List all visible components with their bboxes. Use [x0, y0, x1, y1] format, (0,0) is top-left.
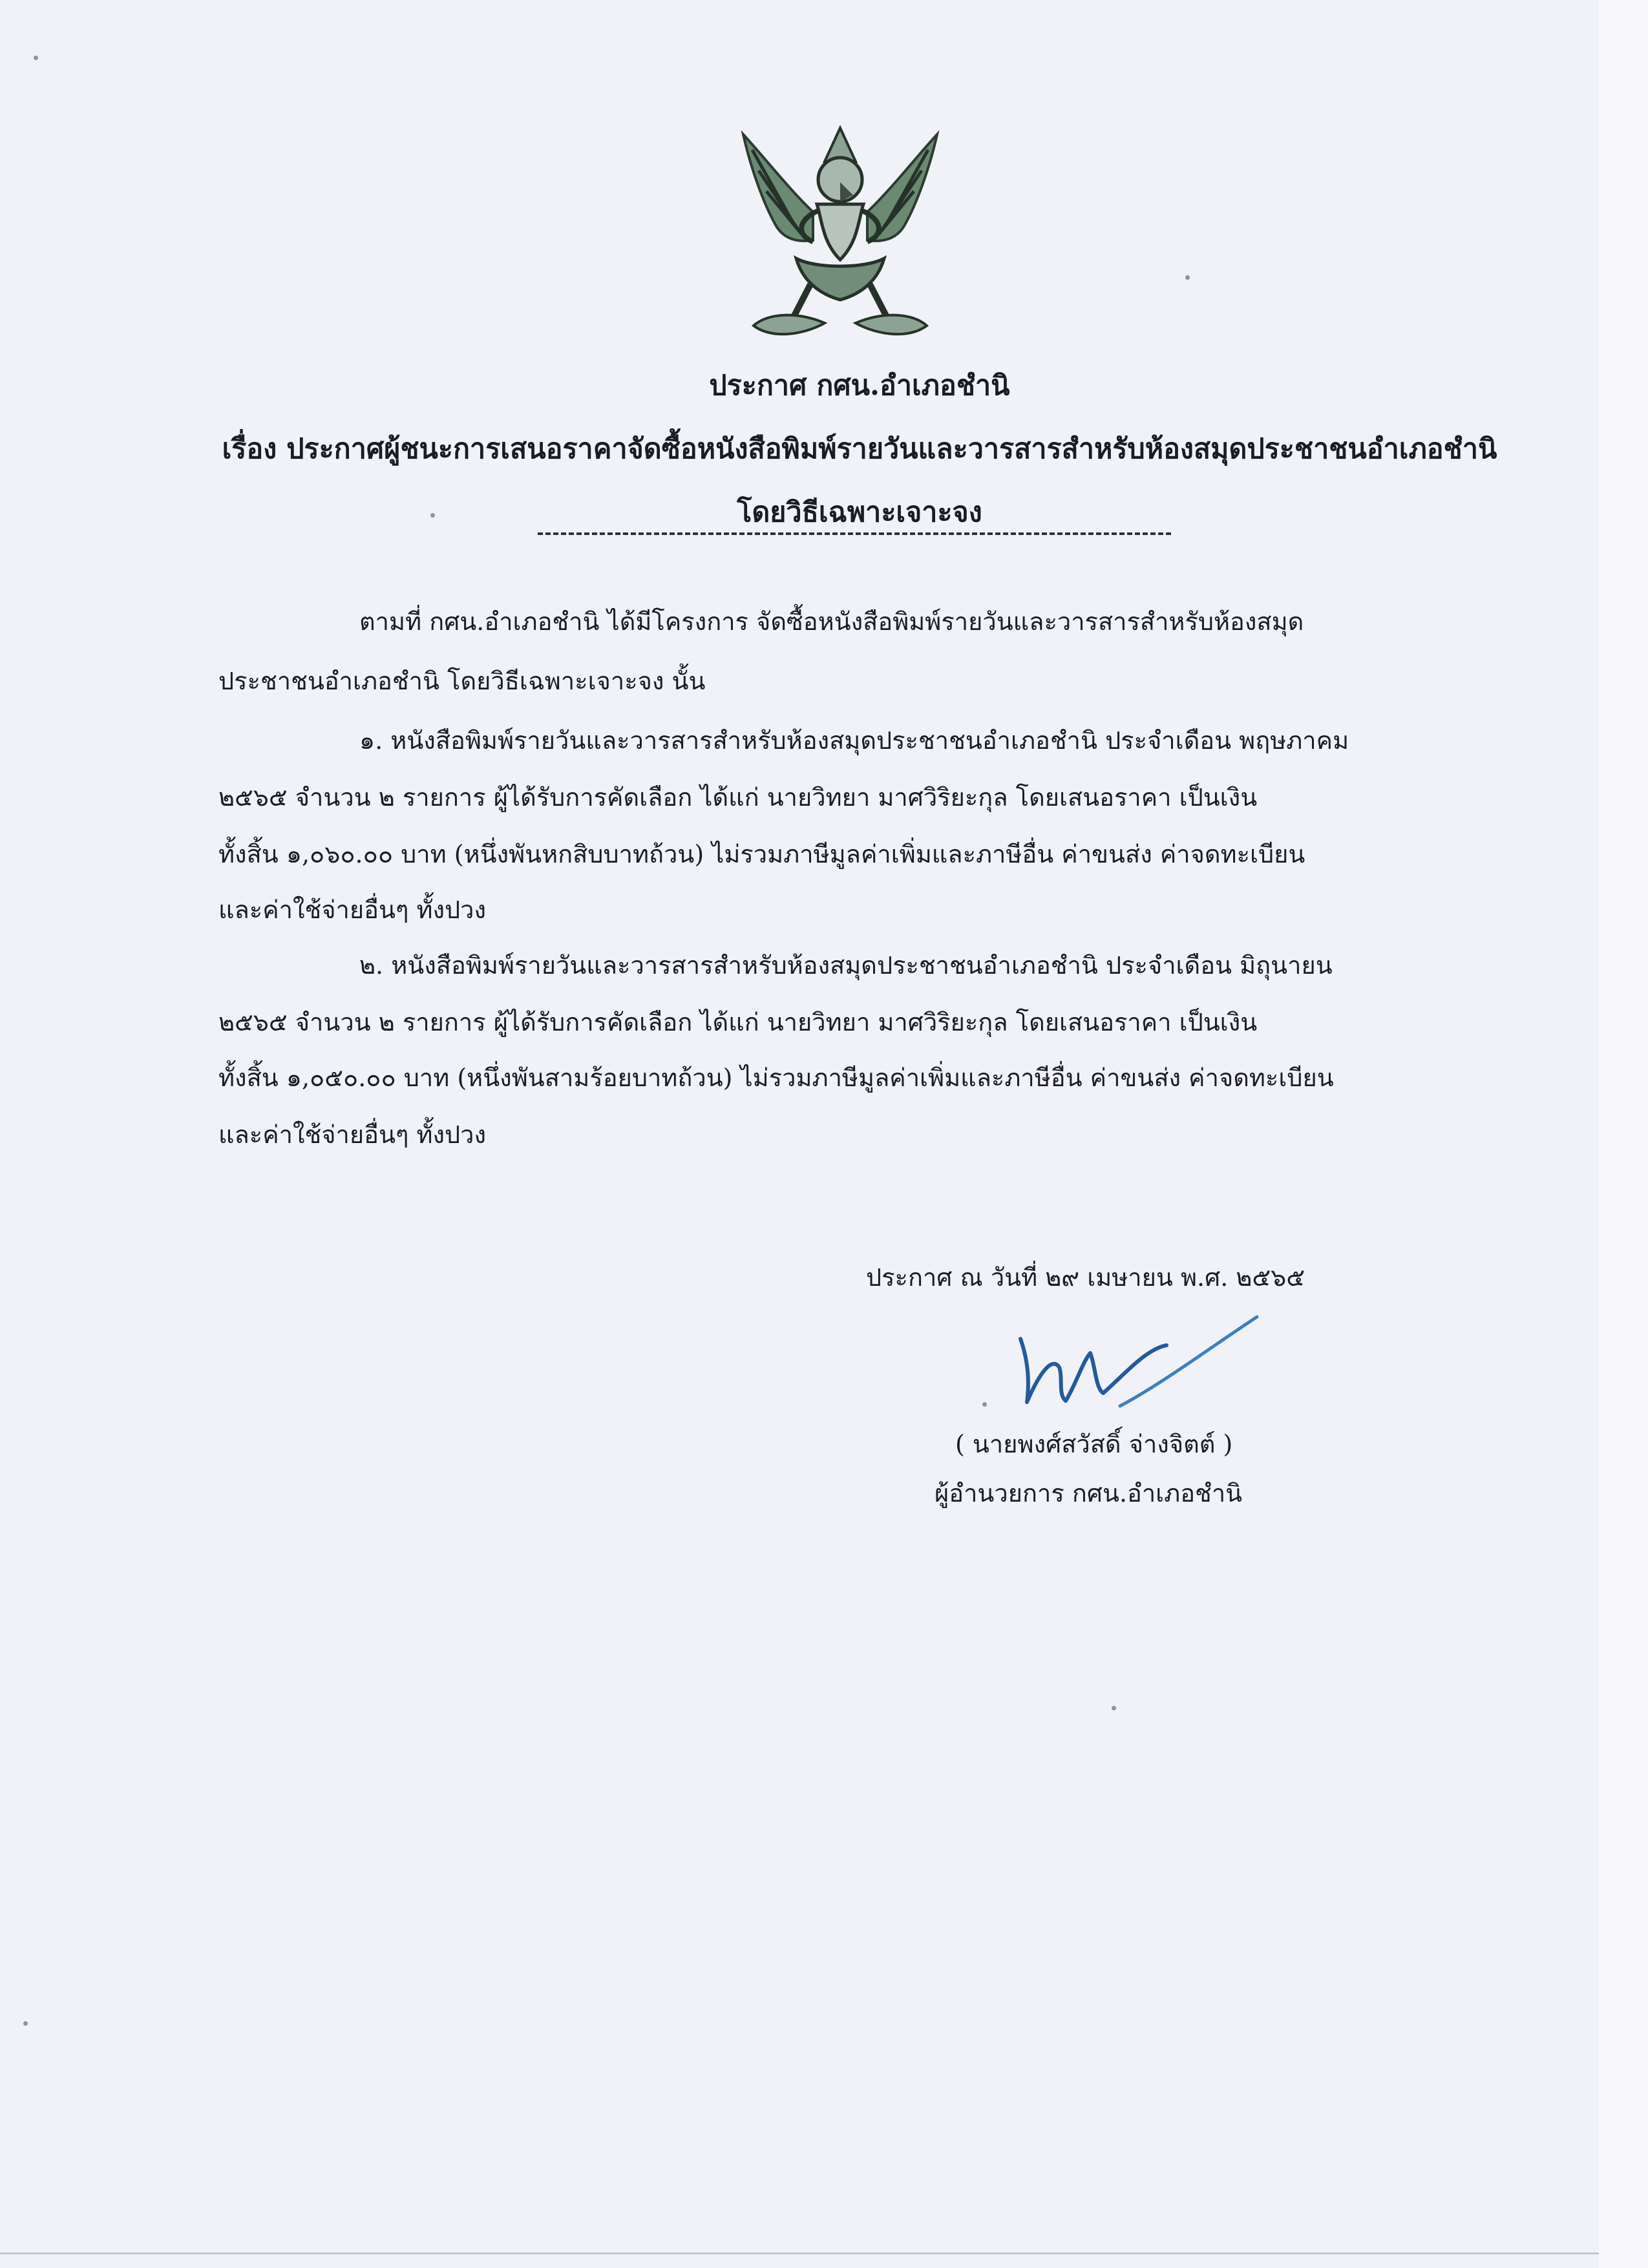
dust-speck	[1112, 1706, 1116, 1710]
item-1-line-4: และค่าใช้จ่ายอื่นๆ ทั้งปวง	[218, 896, 487, 924]
garuda-torso	[817, 204, 863, 260]
announcement-subject: เรื่อง ประกาศผู้ชนะการเสนอราคาจัดซื้อหนังสือพิมพ์รายวันและวารสารสำหรับห้องสมุดประชาชนอำเภอชำนิ	[222, 433, 1497, 465]
item-1-line-3: ทั้งสิ้น ๑,๐๖๐.๐๐ บาท (หนึ่งพันหกสิบบาทถ้วน) ไม่รวมภาษีมูลค่าเพิ่มและภาษีอื่น ค่าขนส่ง ค่าจดทะเบียน	[218, 840, 1305, 868]
item-1-line-2: ๒๕๖๕ จำนวน ๒ รายการ ผู้ได้รับการคัดเลือก ได้แก่ นายวิทยา มาศวิริยะกุล โดยเสนอราคา เป็นเงิน	[218, 783, 1258, 812]
intro-paragraph-line-2: ประชาชนอำเภอชำนิ โดยวิธีเฉพาะเจาะจง นั้น	[218, 667, 706, 695]
garuda-emblem-icon	[737, 123, 944, 349]
title-divider	[538, 532, 1171, 535]
bottom-scan-line	[0, 2252, 1599, 2254]
signer-name: ( นายพงศ์สวัสดิ์ จ่างจิตต์ )	[955, 1430, 1233, 1458]
item-2-line-2: ๒๕๖๕ จำนวน ๒ รายการ ผู้ได้รับการคัดเลือก ได้แก่ นายวิทยา มาศวิริยะกุล โดยเสนอราคา เป็นเงิน	[218, 1008, 1258, 1036]
item-1-line-1: ๑. หนังสือพิมพ์รายวันและวารสารสำหรับห้องสมุดประชาชนอำเภอชำนิ ประจำเดือน พฤษภาคม	[359, 726, 1349, 755]
item-2-line-4: และค่าใช้จ่ายอื่นๆ ทั้งปวง	[218, 1120, 487, 1149]
scanner-bed-edge	[1599, 0, 1648, 2268]
dust-speck	[23, 2021, 28, 2026]
garuda-base-right	[856, 315, 927, 334]
announcement-date: ประกาศ ณ วันที่ ๒๙ เมษายน พ.ศ. ๒๕๖๕	[866, 1263, 1305, 1292]
item-2-line-3: ทั้งสิ้น ๑,๐๕๐.๐๐ บาท (หนึ่งพันสามร้อยบาทถ้วน) ไม่รวมภาษีมูลค่าเพิ่มและภาษีอื่น ค่าขนส่ง ค่าจดทะเบียน	[218, 1064, 1334, 1092]
garuda-base-left	[754, 315, 825, 334]
announcement-title: ประกาศ กศน.อำเภอชำนิ	[709, 370, 1010, 402]
procurement-method: โดยวิธีเฉพาะเจาะจง	[737, 496, 982, 529]
dust-speck	[1185, 275, 1190, 280]
dust-speck	[34, 56, 38, 60]
signer-position: ผู้อำนวยการ กศน.อำเภอชำนิ	[935, 1479, 1243, 1507]
announcement-title-block	[162, 354, 1558, 544]
garuda-lower-body	[796, 258, 884, 300]
handwritten-signature-icon	[998, 1312, 1270, 1415]
intro-paragraph-line-1: ตามที่ กศน.อำเภอชำนิ ได้มีโครงการ จัดซื้อหนังสือพิมพ์รายวันและวารสารสำหรับห้องสมุด	[359, 607, 1304, 636]
item-2-line-1: ๒. หนังสือพิมพ์รายวันและวารสารสำหรับห้องสมุดประชาชนอำเภอชำนิ ประจำเดือน มิถุนายน	[359, 951, 1333, 980]
dust-speck	[982, 1402, 987, 1407]
